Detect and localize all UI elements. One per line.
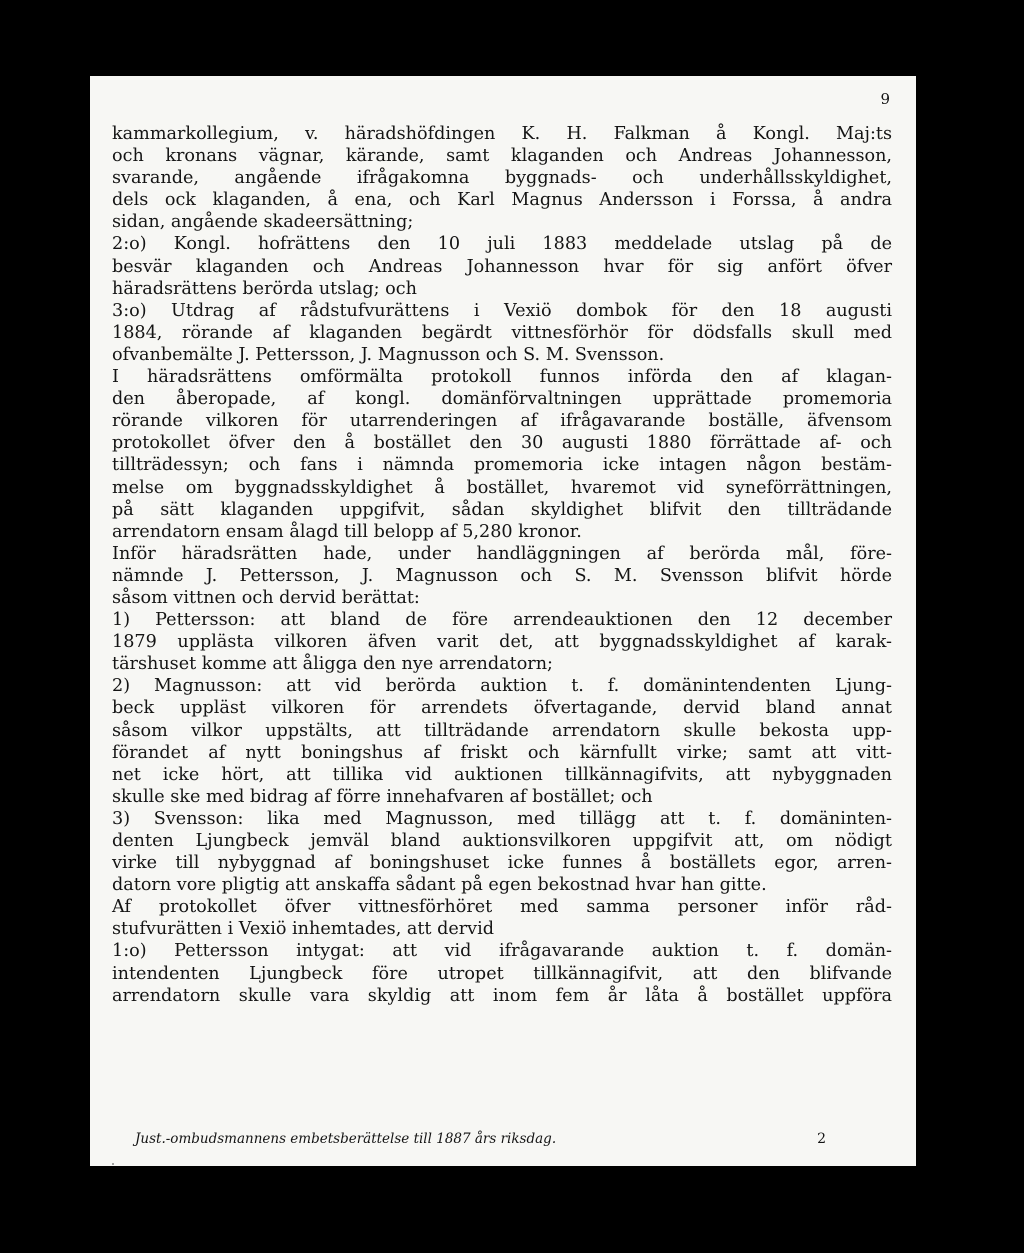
- text-line: I häradsrättens omförmälta protokoll funnos införda den af klagan-: [112, 367, 892, 388]
- text-line: 2) Magnusson: att vid berörda auktion t. f. domänintendenten Ljung-: [112, 676, 892, 697]
- text-line: på sätt klaganden uppgifvit, sådan skyldighet blifvit den tillträdande: [112, 499, 892, 520]
- text-line: häradsrättens berörda utslag; och: [112, 278, 417, 299]
- text-line: stufvurätten i Vexiö inhemtades, att dervid: [112, 919, 495, 940]
- body-text: [112, 123, 892, 1007]
- text-line: 3:o) Utdrag af rådstufvurättens i Vexiö dombok för den 18 augusti: [112, 300, 892, 321]
- text-line: rörande vilkoren för utarrenderingen af ifrågavarande boställe, äfvensom: [112, 411, 892, 432]
- text-line: och kronans vägnar, kärande, samt klaganden och Andreas Johannesson,: [112, 146, 892, 167]
- text-line: Af protokollet öfver vittnesförhöret med samma personer inför råd-: [112, 897, 892, 918]
- text-line: datorn vore pligtig att anskaffa sådant på egen bekostnad hvar han gitte.: [112, 875, 767, 896]
- text-line: den åberopade, af kongl. domänförvaltningen upprättade promemoria: [112, 389, 892, 410]
- document-page: [90, 76, 916, 1166]
- text-line: 3) Svensson: lika med Magnusson, med tillägg att t. f. domäninten-: [112, 808, 892, 829]
- text-line: skulle ske med bidrag af förre innehafvaren af bostället; och: [112, 786, 653, 807]
- page-footer: Just.-ombudsmannens embetsberättelse till 1887 års riksdag.: [135, 1131, 557, 1147]
- text-line: 1:o) Pettersson intygat: att vid ifrågavarande auktion t. f. domän-: [112, 941, 892, 962]
- text-line: tärshuset komme att åligga den nye arrendatorn;: [112, 654, 553, 675]
- text-line: melse om byggnadsskyldighet å bostället, hvaremot vid syneförrättningen,: [112, 477, 892, 498]
- text-line: 1884, rörande af klaganden begärdt vittnesförhör för dödsfalls skull med: [112, 322, 892, 343]
- text-line: 1) Pettersson: att bland de före arrendeauktionen den 12 december: [112, 610, 892, 631]
- text-line: protokollet öfver den å bostället den 30 augusti 1880 förrättade af- och: [112, 433, 892, 454]
- text-line: ofvanbemälte J. Pettersson, J. Magnusson och S. M. Svensson.: [112, 344, 665, 365]
- text-line: sidan, angående skadeersättning;: [112, 212, 414, 233]
- text-line: besvär klaganden och Andreas Johannesson hvar för sig anfört öfver: [112, 256, 892, 277]
- text-line: net icke hört, att tillika vid auktionen tillkännagifvits, att nybyggnaden: [112, 764, 892, 785]
- text-line: 1879 upplästa vilkoren äfven varit det, att byggnadsskyldighet af karak-: [112, 632, 892, 653]
- text-line: kammarkollegium, v. häradshöfdingen K. H. Falkman å Kongl. Maj:ts: [112, 124, 892, 144]
- text-line: nämnde J. Pettersson, J. Magnusson och S. M. Svensson blifvit hörde: [112, 565, 892, 586]
- signature-mark: 2: [817, 1131, 826, 1147]
- text-line: såsom vittnen och dervid berättat:: [112, 587, 420, 608]
- page-number: 9: [880, 90, 890, 108]
- text-line: såsom vilkor uppstälts, att tillträdande arrendatorn skulle bekosta upp-: [112, 720, 892, 741]
- text-line: förandet af nytt boningshus af friskt och kärnfullt virke; samt att vitt-: [112, 742, 892, 763]
- text-line: svarande, angående ifrågakomna byggnads- och underhållsskyldighet,: [112, 168, 892, 189]
- text-line: beck uppläst vilkoren för arrendets öfvertagande, dervid bland annat: [112, 698, 892, 719]
- text-line: dels ock klaganden, å ena, och Karl Magnus Andersson i Forssa, å andra: [112, 190, 892, 211]
- text-line: arrendatorn skulle vara skyldig att inom fem år låta å bostället uppföra: [112, 985, 892, 1006]
- text-line: denten Ljungbeck jemväl bland auktionsvilkoren uppgifvit att, om nödigt: [112, 831, 892, 851]
- text-line: virke till nybyggnad af boningshuset icke funnes å boställets egor, arren-: [112, 853, 892, 874]
- text-line: tillträdessyn; och fans i nämnda promemoria icke intagen någon bestäm-: [112, 455, 892, 476]
- text-line: Inför häradsrätten hade, under handläggningen af berörda mål, före-: [112, 543, 892, 564]
- text-line: 2:o) Kongl. hofrättens den 10 juli 1883 meddelade utslag på de: [112, 234, 892, 255]
- text-line: intendenten Ljungbeck före utropet tillkännagifvit, att den blifvande: [112, 963, 892, 984]
- paper-speck: [112, 1163, 114, 1165]
- text-line: arrendatorn ensam ålagd till belopp af 5,280 kronor.: [112, 521, 582, 542]
